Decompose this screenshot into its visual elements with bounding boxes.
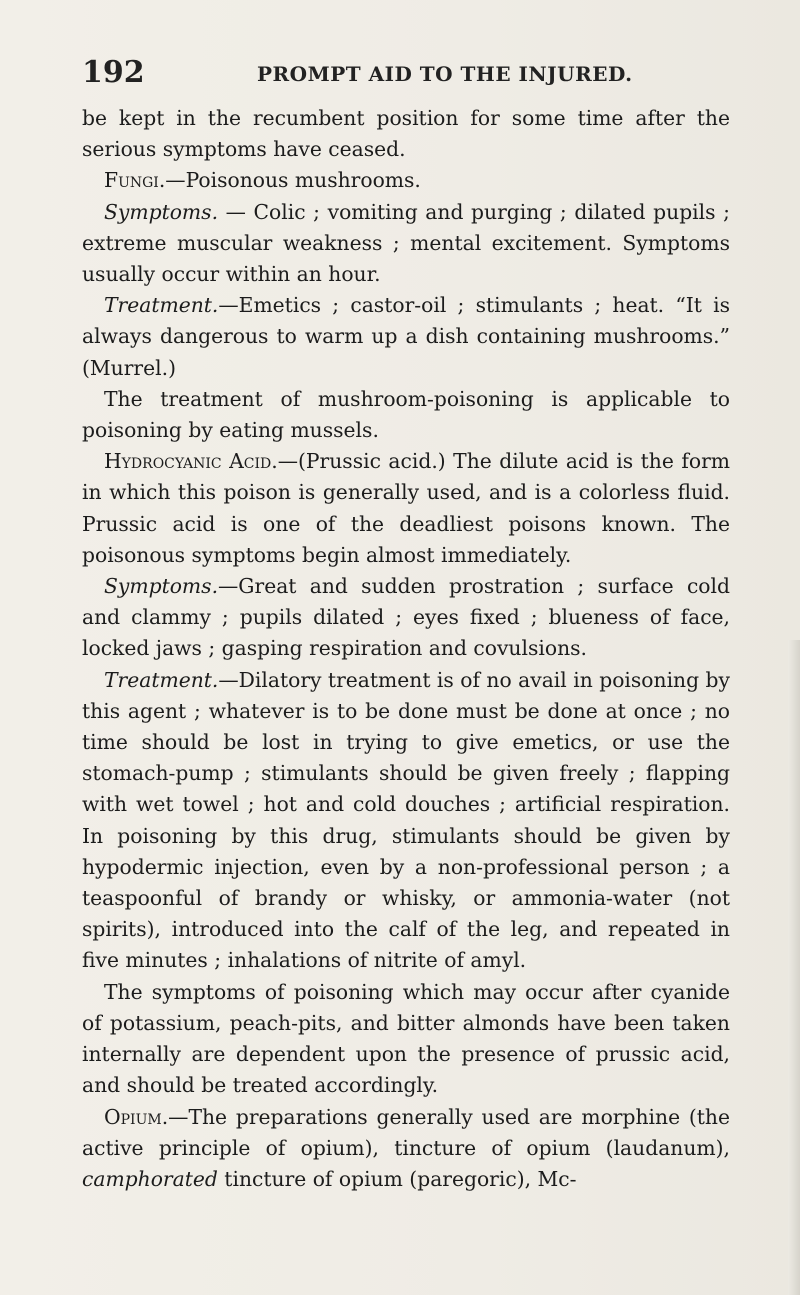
section-heading-opium: Opium.: [104, 1104, 169, 1129]
subheading-treatment: Treatment.: [104, 667, 219, 692]
paragraph-hydrocyanic-acid: [82, 446, 730, 571]
paragraph-text: —The preparations generally used are morphine (the active principle of opium), tincture of opium (laudanum),: [82, 1104, 730, 1160]
paragraph-text: The treatment of mushroom-poisoning is applicable to poisoning by eating mussels.: [82, 386, 730, 443]
paragraph-fungi: [82, 165, 730, 196]
paragraph-mussels: [82, 384, 730, 446]
paragraph-text: —Dilatory treatment is of no avail in poisoning by this agent ; whatever is to be done must be done at once ; no time should be lost in trying to give emetics, or use the stomach-pump ; stimulants should be given freely ; flapping with wet towel ; hot and cold douches ; artificial respiration. In poisoning by this drug, stimulants should be given by hypodermic injection, even by a non-professional person ; a teaspoonful of brandy or whisky, or ammonia-water (not spirits), introduced into the calf of the leg, and repeated in five minutes ; inhalations of nitrite of amyl.: [82, 667, 730, 973]
paragraph-text: be kept in the recumbent position for some time after the serious symptoms have ceased.: [82, 106, 730, 162]
section-heading-hydrocyanic-acid: Hydrocyanic Acid.: [104, 449, 278, 474]
paragraph-text: —Poisonous mushrooms.: [165, 168, 421, 193]
paragraph-text: —Emetics ; castor-oil ; stimulants ; heat. “It is always dangerous to warm up a dish containing mushrooms.” (Murrel.): [82, 293, 730, 380]
paragraph-acid-treatment: [82, 665, 730, 977]
paragraph-text: — Colic ; vomiting and purging ; dilated pupils ; extreme muscular weakness ; mental excitement. Symptoms usually occur within an hour.: [82, 199, 730, 287]
paragraph-acid-symptoms: [82, 571, 730, 665]
italic-term: camphorated: [82, 1166, 218, 1191]
subheading-symptoms: Symptoms.: [104, 574, 219, 599]
section-heading-fungi: Fungi.: [104, 168, 166, 193]
running-head: PROMPT AID TO THE INJURED.: [257, 62, 633, 86]
subheading-treatment: Treatment.: [104, 293, 219, 318]
paragraph-text: tincture of opium (paregoric), Mc-: [217, 1166, 577, 1191]
paragraph-text: —Great and sudden prostration ; surface cold and clammy ; pupils dilated ; eyes fixed ; blueness of face, locked jaws ; gasping respiration and covulsions.: [82, 574, 730, 661]
subheading-symptoms: Symptoms.: [104, 199, 219, 224]
paragraph-text: —(Prussic acid.) The dilute acid is the form in which this poison is generally used, and is a colorless fluid. Prussic acid is one of the deadliest poisons known. The poisonous symptoms begin almost immediately.: [82, 449, 730, 567]
page-edge-shadow: [788, 640, 800, 1295]
paragraph-continuation: [82, 103, 730, 165]
paragraph-fungi-treatment: [82, 290, 730, 384]
body-text: [82, 103, 730, 1195]
paragraph-opium: [82, 1102, 730, 1196]
paragraph-text: The symptoms of poisoning which may occur after cyanide of potassium, peach-pits, and bitter almonds have been taken internally are dependent upon the presence of prussic acid, and should be treated accordingly.: [82, 979, 730, 1098]
page-number: 192: [82, 55, 145, 90]
page-header: [82, 53, 722, 93]
paragraph-cyanide: [82, 977, 730, 1102]
paragraph-fungi-symptoms: [82, 197, 730, 291]
